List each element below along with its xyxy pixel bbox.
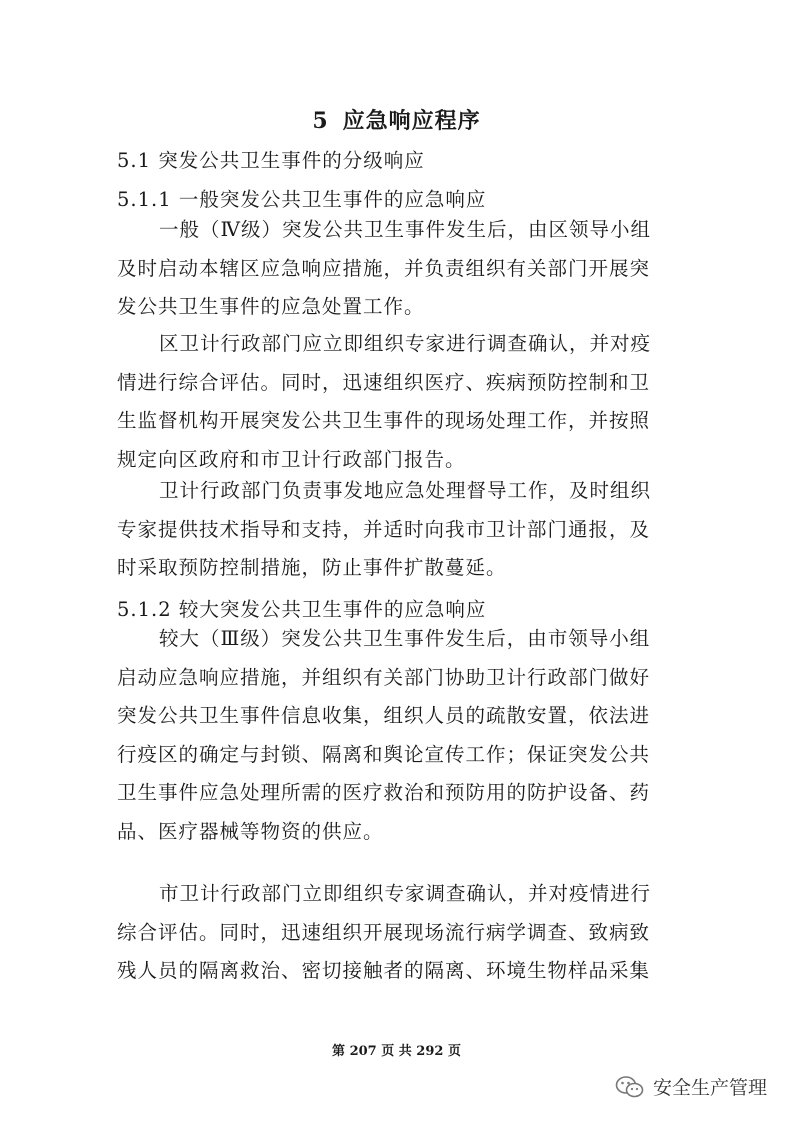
paragraph-line: 情进行综合评估。同时，迅速组织医疗、疾病预防控制和卫: [117, 370, 651, 394]
paragraph-line: 规定向区政府和市卫计行政部门报告。: [117, 447, 466, 471]
paragraph-line: 市卫计行政部门立即组织专家调查确认，并对疫情进行: [159, 882, 652, 905]
paragraph-line: 专家提供技术指导和支持，并适时向我市卫计部门通报，及: [117, 517, 651, 541]
paragraph-line: 及时启动本辖区应急响应措施，并负责组织有关部门开展突: [117, 256, 651, 280]
wechat-icon: [615, 1075, 645, 1099]
paragraph-line: 综合评估。同时，迅速组织开展现场流行病学调查、致病致: [117, 920, 651, 944]
paragraph-line: 品、医疗器械等物资的供应。: [117, 819, 384, 843]
page-footer: 第 207 页 共 292 页: [332, 1044, 461, 1059]
paragraph-line: 发公共卫生事件的应急处置工作。: [117, 295, 425, 318]
section-heading-5-1-1: 5.1.1 一般突发公共卫生事件的应急响应: [117, 188, 487, 211]
paragraph-line: 生监督机构开展突发公共卫生事件的现场处理工作，并按照: [117, 409, 651, 432]
section-heading-5-1: 5.1 突发公共卫生事件的分级响应: [117, 149, 425, 172]
chapter-number: 5: [312, 108, 329, 134]
paragraph-3: [117, 472, 677, 588]
chapter-title: 应急响应程序: [342, 108, 481, 134]
paragraph-line: 一般（Ⅳ级）突发公共卫生事件发生后，由区领导小组: [159, 218, 651, 241]
paragraph-5: [117, 875, 677, 991]
section-heading-5-1-2: 5.1.2 较大突发公共卫生事件的应急响应: [117, 598, 487, 621]
watermark-text: 安全生产管理: [652, 1077, 767, 1099]
paragraph-line: 启动应急响应措施，并组织有关部门协助卫计行政部门做好: [117, 665, 651, 689]
paragraph-line: 区卫计行政部门应立即组织专家进行调查确认，并对疫: [159, 332, 652, 355]
paragraph-1: [117, 211, 677, 327]
paragraph-line: 卫计行政部门负责事发地应急处理督导工作，及时组织: [159, 479, 652, 502]
paragraph-4: [117, 620, 677, 851]
wechat-watermark: [615, 1073, 767, 1100]
paragraph-line: 较大（Ⅲ级）突发公共卫生事件发生后，由市领导小组: [159, 627, 651, 650]
paragraph-line: 时采取预防控制措施，防止事件扩散蔓延。: [117, 556, 507, 579]
paragraph-line: 残人员的隔离救治、密切接触者的隔离、环境生物样品采集: [117, 959, 651, 982]
paragraph-line: 突发公共卫生事件信息收集，组织人员的疏散安置，依法进: [117, 704, 651, 727]
page-title: [0, 104, 793, 135]
paragraph-line: 行疫区的确定与封锁、隔离和舆论宣传工作；保证突发公共: [117, 742, 651, 766]
paragraph-2: [117, 325, 677, 479]
paragraph-line: 卫生事件应急处理所需的医疗救治和预防用的防护设备、药: [117, 781, 651, 804]
